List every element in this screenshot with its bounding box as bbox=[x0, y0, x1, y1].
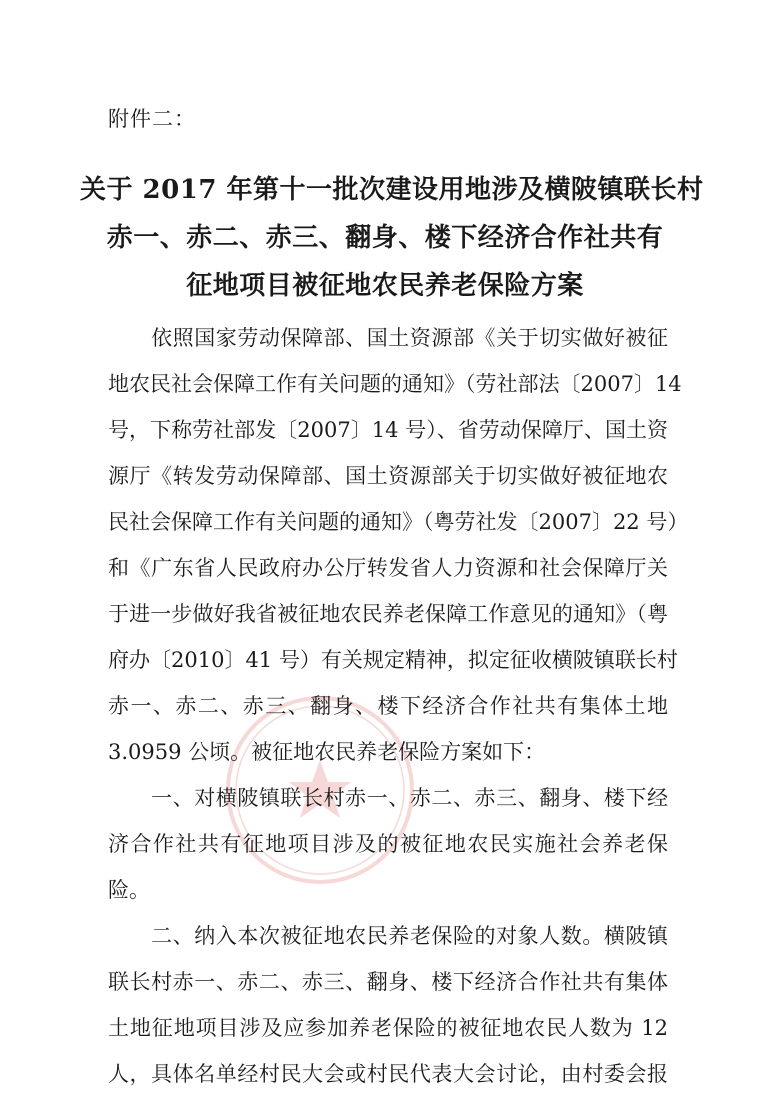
title-line-2: 赤一、赤二、赤三、翻身、楼下经济合作社共有 bbox=[106, 223, 664, 253]
text-line: 人，具体名单经村民大会或村民代表大会讨论，由村委会报 bbox=[108, 1062, 668, 1086]
text-line: 险。 bbox=[108, 878, 150, 902]
text-line: 赤一、赤二、赤三、翻身、楼下经济合作社共有集体土地 bbox=[108, 694, 668, 718]
text-line: 号，下称劳社部发〔2007〕14 号）、省劳动保障厅、国土资 bbox=[108, 418, 668, 442]
paragraph-item-2 bbox=[108, 913, 668, 1097]
document-body bbox=[108, 315, 689, 1097]
text-line: 于进一步做好我省被征地农民养老保障工作意见的通知》（粤 bbox=[108, 602, 668, 626]
text-line: 二、纳入本次被征地农民养老保险的对象人数。横陂镇 bbox=[108, 924, 668, 948]
text-line: 依照国家劳动保障部、国土资源部《关于切实做好被征 bbox=[108, 326, 668, 350]
text-line: 和《广东省人民政府办公厅转发省人力资源和社会保障厅关 bbox=[108, 556, 668, 580]
attachment-label: 附件二： bbox=[108, 107, 196, 131]
document-title bbox=[80, 166, 704, 310]
text-line: 源厅《转发劳动保障部、国土资源部关于切实做好被征地农 bbox=[108, 464, 668, 488]
text-line: 3.0959 公顷。被征地农民养老保险方案如下： bbox=[108, 740, 546, 764]
text-line: 济合作社共有征地项目涉及的被征地农民实施社会养老保 bbox=[108, 832, 668, 856]
paragraph-basis bbox=[108, 315, 689, 775]
text-line: 联长村赤一、赤二、赤三、翻身、楼下经济合作社共有集体 bbox=[108, 970, 668, 994]
paragraph-item-1 bbox=[108, 775, 668, 913]
text-line: 府办〔2010〕41 号）有关规定精神，拟定征收横陂镇联长村 bbox=[108, 648, 678, 672]
text-line: 民社会保障工作有关问题的通知》（粤劳社发〔2007〕22 号） bbox=[108, 510, 689, 534]
title-line-3: 征地项目被征地农民养老保险方案 bbox=[186, 271, 584, 301]
title-line-1: 关于 2017 年第十一批次建设用地涉及横陂镇联长村 bbox=[80, 175, 704, 205]
text-line: 土地征地项目涉及应参加养老保险的被征地农民人数为 12 bbox=[108, 1016, 668, 1040]
text-line: 地农民社会保障工作有关问题的通知》（劳社部法〔2007〕14 bbox=[108, 372, 682, 396]
text-line: 一、对横陂镇联长村赤一、赤二、赤三、翻身、楼下经 bbox=[108, 786, 668, 810]
